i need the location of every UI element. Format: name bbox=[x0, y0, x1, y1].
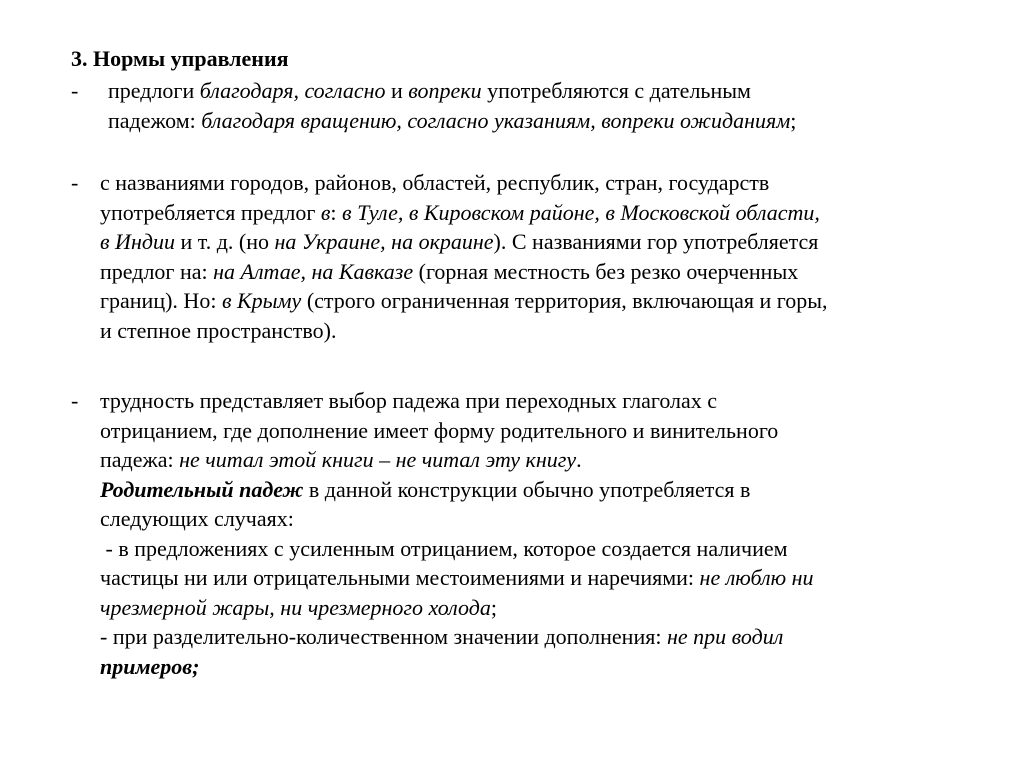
italic-run: вопреки bbox=[408, 78, 482, 103]
text-run: употребляется предлог bbox=[100, 199, 321, 225]
item3-line2: отрицанием, где дополнение имеет форму родительного и винительного bbox=[100, 417, 779, 443]
bold-italic-run: примеров; bbox=[100, 653, 200, 679]
item2-line4 bbox=[100, 257, 828, 287]
text-run: ). С названиями гор употребляется bbox=[493, 229, 819, 254]
item2-line6: и степное пространство). bbox=[100, 317, 337, 343]
italic-run: в Крыму bbox=[221, 288, 302, 313]
text-run: падежа: bbox=[100, 447, 180, 472]
text-run: падежом: bbox=[108, 107, 202, 133]
section-title: 3. Нормы управления bbox=[71, 46, 289, 71]
item3-line9 bbox=[100, 622, 814, 652]
item1-line2 bbox=[108, 106, 796, 136]
list-item-3 bbox=[100, 386, 814, 681]
item1-line1 bbox=[108, 76, 796, 106]
item3-line5: следующих случаях: bbox=[100, 506, 294, 531]
italic-run: благодаря вращению, согласно указаниям, вопреки ожиданиям bbox=[201, 107, 791, 133]
text-run: границ). Но: bbox=[100, 288, 222, 313]
text-run: употребляются с дательным bbox=[481, 78, 751, 103]
text-run: - при разделительно-количественном значении дополнения: bbox=[100, 624, 667, 649]
list-item-1 bbox=[108, 76, 796, 135]
italic-run: в bbox=[320, 199, 331, 225]
italic-run: чрезмерной жары, ни чрезмерного холода bbox=[100, 594, 491, 620]
item3-line3 bbox=[100, 445, 814, 475]
text-run: (строго ограниченная территория, включающая и горы, bbox=[301, 288, 828, 313]
text-run: ; bbox=[790, 107, 797, 133]
italic-run: на Алтае, на Кавказе bbox=[213, 258, 414, 284]
item2-line1: с названиями городов, районов, областей, республик, стран, государств bbox=[100, 170, 770, 195]
list-item-2 bbox=[100, 168, 828, 345]
italic-run: в Индии bbox=[100, 229, 175, 254]
list-dash-1: - bbox=[71, 78, 79, 103]
item3-line7 bbox=[100, 563, 814, 593]
italic-run: благодаря, согласно bbox=[199, 78, 386, 103]
item3-line1: трудность представляет выбор падежа при переходных глаголах с bbox=[100, 388, 718, 413]
italic-run: не читал этой книги – не читал эту книгу bbox=[179, 447, 577, 472]
item3-line8 bbox=[100, 593, 814, 623]
italic-run: не при водил bbox=[666, 624, 784, 649]
item2-line3 bbox=[100, 227, 828, 257]
item3-line10 bbox=[100, 652, 814, 682]
text-run: предлоги bbox=[108, 78, 200, 103]
item2-line2 bbox=[100, 198, 828, 228]
text-run: и т. д. (но bbox=[174, 229, 275, 254]
bold-italic-run: Родительный падеж bbox=[100, 476, 304, 502]
italic-run: не люблю ни bbox=[699, 565, 814, 590]
item2-line5 bbox=[100, 286, 828, 316]
text-run: в данной конструкции обычно употребляется в bbox=[303, 476, 751, 502]
item3-line4 bbox=[100, 475, 814, 505]
text-run: : bbox=[330, 199, 343, 225]
list-dash-2: - bbox=[71, 170, 79, 195]
text-run: . bbox=[576, 447, 582, 472]
italic-run: в Туле, в Кировском районе, в Московской области, bbox=[342, 199, 820, 225]
list-dash-3: - bbox=[71, 388, 79, 413]
text-run: и bbox=[385, 78, 409, 103]
item3-line6: - в предложениях с усиленным отрицанием, которое создается наличием bbox=[100, 535, 788, 561]
text-run: предлог на: bbox=[100, 258, 214, 284]
text-run: ; bbox=[490, 594, 498, 620]
text-run: частицы ни или отрицательными местоимениями и наречиями: bbox=[100, 565, 700, 590]
text-run: (горная местность без резко очерченных bbox=[413, 258, 799, 284]
italic-run: на Украине, на окраине bbox=[274, 229, 494, 254]
